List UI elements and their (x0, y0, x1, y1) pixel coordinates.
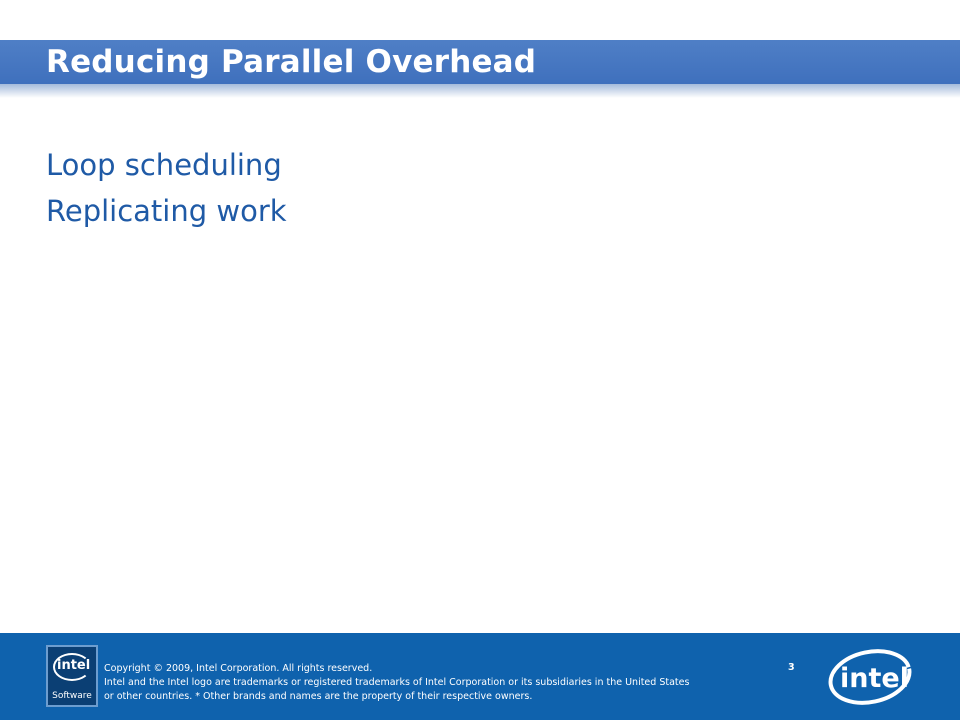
intel-software-logo (46, 645, 98, 707)
bullet-item: Replicating work (46, 194, 287, 228)
trademark-line: or other countries. * Other brands and names are the property of their respective owners. (104, 691, 533, 702)
trademark-line: Intel and the Intel logo are trademarks or registered trademarks of Intel Corporation or its subsidiaries in the United States (104, 677, 690, 688)
intel-logo-text: intel (840, 663, 909, 694)
title-bar (0, 40, 960, 84)
bullet-list (46, 142, 287, 234)
intel-logo-icon (826, 645, 918, 707)
bullet-item: Loop scheduling (46, 148, 282, 182)
slide-title: Reducing Parallel Overhead (46, 44, 537, 80)
copyright-line: Copyright © 2009, Intel Corporation. All rights reserved. (104, 663, 373, 674)
page-number: 3 (788, 662, 795, 673)
software-logo-label: Software (52, 691, 92, 701)
footer (0, 633, 960, 720)
software-logo-brand: intel (57, 658, 91, 673)
copyright-notice (104, 662, 794, 704)
